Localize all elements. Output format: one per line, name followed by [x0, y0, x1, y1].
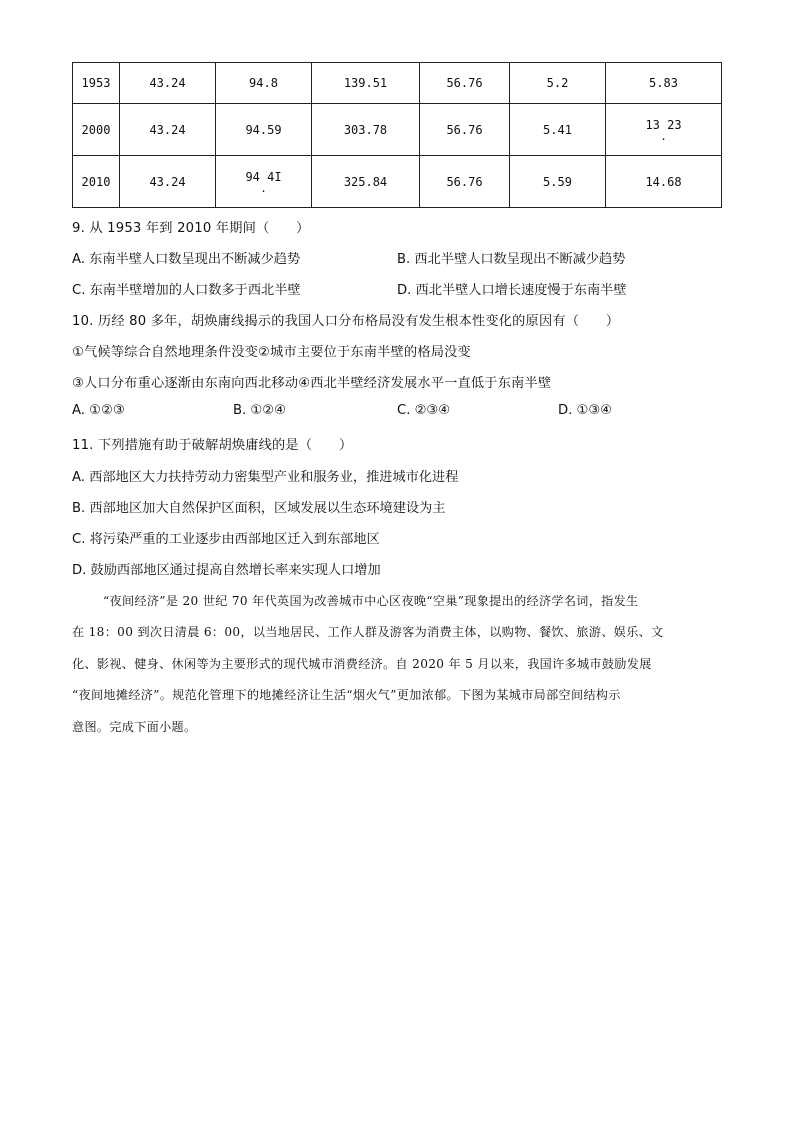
- table-cell: 325.84: [312, 156, 420, 208]
- passage-line: “夜间经济”是 20 世纪 70 年代英国为改善城市中心区夜晚“空巢”现象提出的经济学名词，指发生: [103, 594, 639, 608]
- table-cell: 56.76: [420, 63, 510, 104]
- table-cell: 43.24: [120, 104, 216, 156]
- q11-option-a[interactable]: A. 西部地区大力扶持劳动力密集型产业和服务业，推进城市化进程: [72, 470, 459, 485]
- table-cell: 14.68: [606, 156, 722, 208]
- table-cell: 5.41: [510, 104, 606, 156]
- table-row: [73, 156, 722, 208]
- q9-option-b[interactable]: B. 西北半壁人口数呈现出不断减少趋势: [397, 252, 626, 267]
- q10-option-c[interactable]: C. ②③④: [397, 403, 451, 418]
- table-cell: 303.78: [312, 104, 420, 156]
- passage-line: 在 18：00 到次日清晨 6：00，以当地居民、工作人群及游客为消费主体，以购物、餐饮、旅游、娱乐、文: [72, 625, 664, 639]
- q10-statements-1: ①气候等综合自然地理条件没变②城市主要位于东南半壁的格局没变: [72, 345, 471, 360]
- table-row: [73, 104, 722, 156]
- cell-value: 13 23: [645, 118, 682, 132]
- q11-option-b[interactable]: B. 西部地区加大自然保护区面积，区域发展以生态环境建设为主: [72, 501, 446, 516]
- table-row: [73, 63, 722, 104]
- q11-option-d[interactable]: D. 鼓励西部地区通过提高自然增长率来实现人口增加: [72, 563, 381, 578]
- q9-option-d[interactable]: D. 西北半壁人口增长速度慢于东南半壁: [397, 283, 627, 298]
- table-cell: 139.51: [312, 63, 420, 104]
- table-cell: 43.24: [120, 63, 216, 104]
- table-cell: [216, 156, 312, 208]
- population-table: [72, 62, 722, 208]
- passage-line: 化、影视、健身、休闲等为主要形式的现代城市消费经济。自 2020 年 5 月以来，我国许多城市鼓励发展: [72, 657, 652, 671]
- q10-option-a[interactable]: A. ①②③: [72, 403, 125, 418]
- table-cell: 94.59: [216, 104, 312, 156]
- table-cell: [606, 104, 722, 156]
- table-cell-year: 2000: [73, 104, 120, 156]
- q11-option-c[interactable]: C. 将污染严重的工业逐步由西部地区迁入到东部地区: [72, 532, 380, 547]
- table-cell: 43.24: [120, 156, 216, 208]
- passage-line: “夜间地摊经济”。规范化管理下的地摊经济让生活“烟火气”更加浓郁。下图为某城市局部空间结构示: [72, 688, 621, 702]
- q11-stem: 11. 下列措施有助于破解胡焕庸线的是（ ）: [72, 438, 353, 453]
- q9-option-c[interactable]: C. 东南半壁增加的人口数多于西北半壁: [72, 283, 301, 298]
- table-cell: 5.2: [510, 63, 606, 104]
- cell-mark: .: [660, 130, 667, 143]
- table-cell: 5.83: [606, 63, 722, 104]
- q10-option-b[interactable]: B. ①②④: [233, 403, 286, 418]
- cell-value: 94 4I: [245, 170, 282, 184]
- cell-mark: .: [260, 182, 267, 195]
- q10-stem: 10. 历经 80 多年，胡焕庸线揭示的我国人口分布格局没有发生根本性变化的原因有（ ）: [72, 314, 620, 329]
- passage-line: 意图。完成下面小题。: [72, 720, 197, 734]
- q9-option-a[interactable]: A. 东南半壁人口数呈现出不断减少趋势: [72, 252, 301, 267]
- q9-stem: 9. 从 1953 年到 2010 年期间（ ）: [72, 221, 310, 236]
- table-cell-year: 1953: [73, 63, 120, 104]
- table-cell: 56.76: [420, 156, 510, 208]
- table-cell: 5.59: [510, 156, 606, 208]
- table-cell: 56.76: [420, 104, 510, 156]
- q10-statements-2: ③人口分布重心逐渐由东南向西北移动④西北半壁经济发展水平一直低于东南半壁: [72, 376, 552, 391]
- table-cell-year: 2010: [73, 156, 120, 208]
- q10-option-d[interactable]: D. ①③④: [558, 403, 613, 418]
- table-cell: 94.8: [216, 63, 312, 104]
